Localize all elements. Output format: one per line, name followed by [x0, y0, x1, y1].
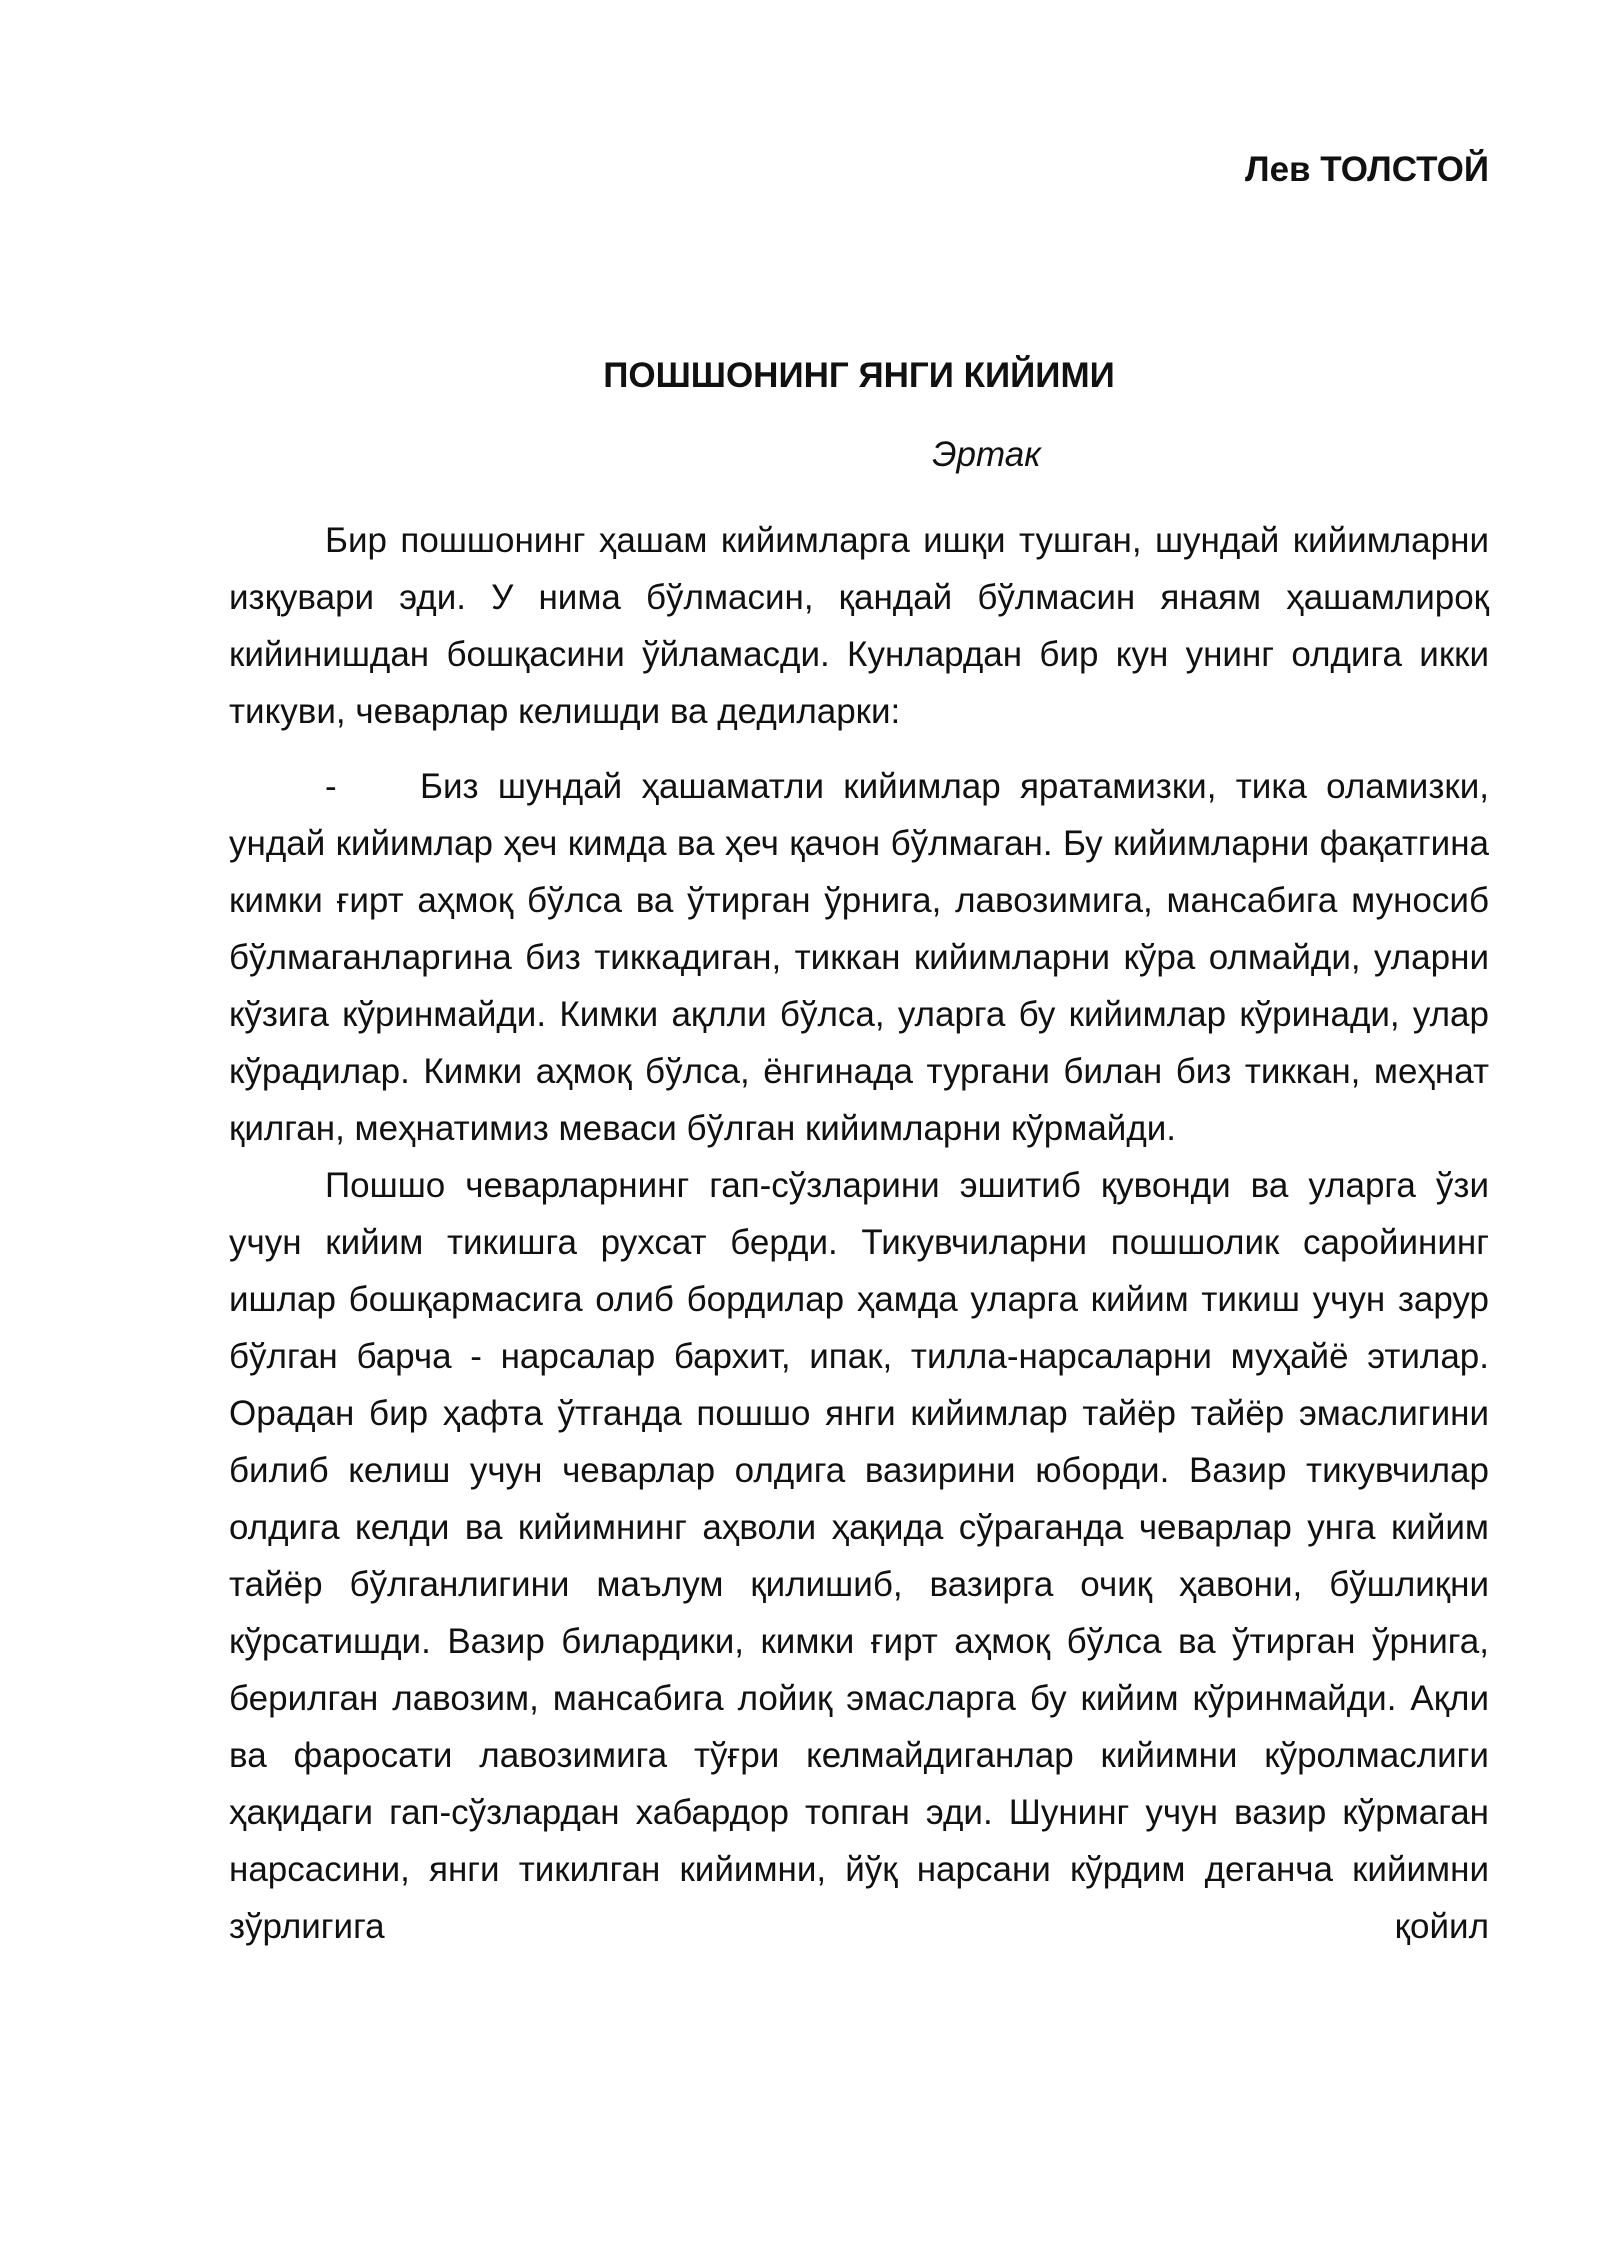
- paragraph-2-dialogue: [229, 758, 1489, 1157]
- story-genre: Эртак: [932, 435, 1041, 474]
- author-name: Лев ТОЛСТОЙ: [1245, 150, 1489, 189]
- paragraph-2-text: Биз шундай ҳашаматли кийимлар яратамизки, тика оламизки, ундай кийимлар ҳеч кимда ва ҳеч қачон бўлмаган. Бу кийимларни фақатгина кимки ғирт аҳмоқ бўлса ва ўтирган ўрнига, лавозимига, мансабига муносиб бўлмаганларгина биз тиккадиган, тиккан кийимларни кўра олмайди, уларни кўзига кўринмайди. Кимки ақлли бўлса, уларга бу кийимлар кўринади, улар кўрадилар. Кимки аҳмоқ бўлса, ёнгинада тургани билан биз тиккан, меҳнат қилган, меҳнатимиз меваси бўлган кийимларни кўрмайди.: [229, 767, 1489, 1148]
- dialogue-dash: -: [325, 767, 337, 806]
- document-page: [229, 0, 1489, 2262]
- paragraph-1: Бир пошшонинг ҳашам кийимларга ишқи тушган, шундай кийимларни изқувари эди. У нима бўлмасин, қандай бўлмасин янаям ҳашамлироқ кийинишдан бошқасини ўйламасди. Кунлардан бир кун унинг олдига икки тикуви, чеварлар келишди ва дедиларки:: [229, 521, 1489, 731]
- paragraph-3: Пошшо чеварларнинг гап-сўзларини эшитиб қувонди ва уларга ўзи учун кийим тикишга рухсат берди. Тикувчиларни пошшолик саройининг ишлар бошқармасига олиб бордилар ҳамда уларга кийим тикиш учун зарур бўлган барча - нарсалар бархит, ипак, тилла-нарсаларни муҳайё этилар. Орадан бир ҳафта ўтганда пошшо янги кийимлар тайёр тайёр эмаслигини билиб келиш учун чеварлар олдига вазирини юборди. Вазир тикувчилар олдига келди ва кийимнинг аҳволи ҳақида сўраганда чеварлар унга кийим тайёр бўлганлигини маълум қилишиб, вазирга очиқ ҳавони, бўшлиқни кўрсатишди. Вазир билардики, кимки ғирт аҳмоқ бўлса ва ўтирган ўрнига, берилган лавозим, мансабига лойиқ эмасларга бу кийим кўринмайди. Ақли ва фаросати лавозимига тўғри келмайдиганлар кийимни кўролмаслиги ҳақидаги гап-сўзлардан хабардор топган эди. Шунинг учун вазир кўрмаган нарсасини, янги тикилган кийимни, йўқ нарсани кўрдим деганча кийимни зўрлигига қойил: [229, 1166, 1489, 1946]
- story-body: [229, 512, 1489, 1955]
- story-title: ПОШШОНИНГ ЯНГИ КИЙИМИ: [603, 356, 1115, 395]
